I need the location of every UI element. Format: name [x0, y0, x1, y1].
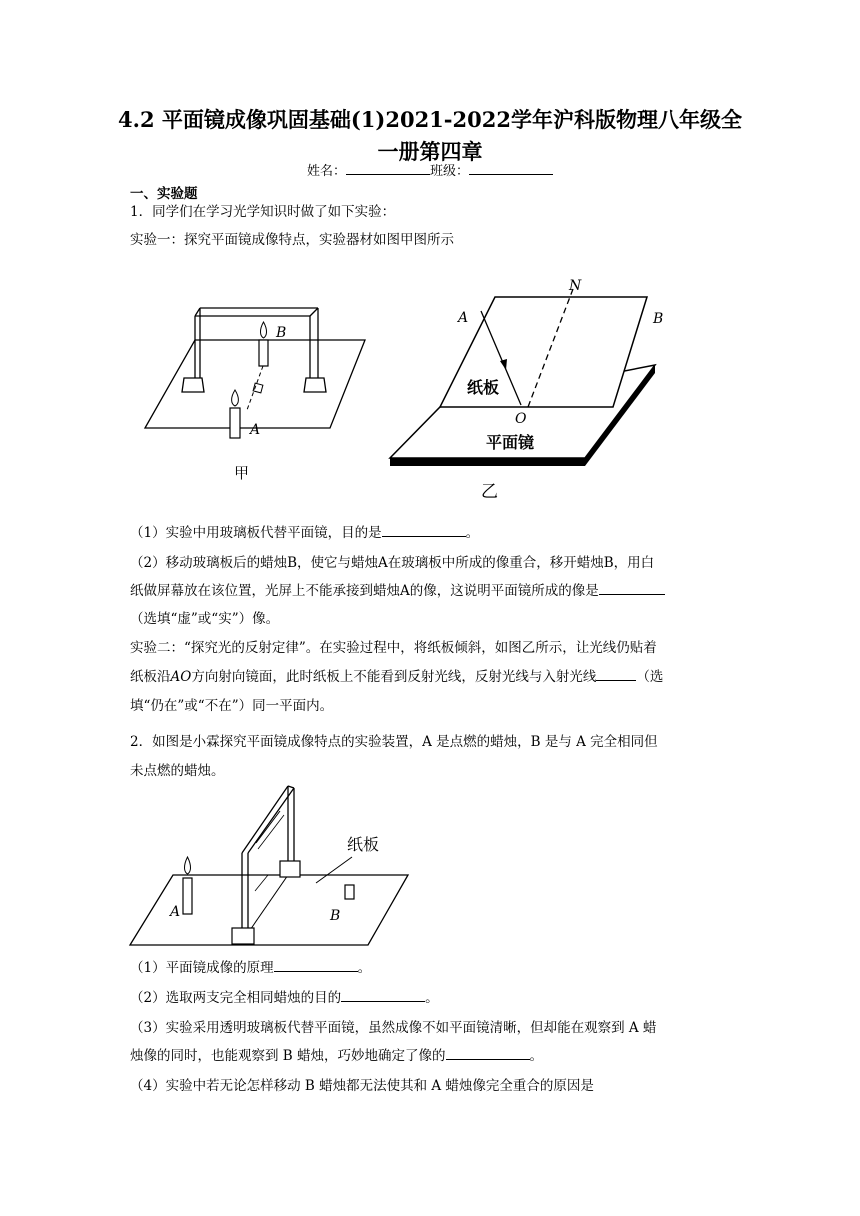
- q1-part2-line3: （选填“虚”或“实”）像。: [130, 611, 280, 627]
- q2-stand-front: [232, 928, 254, 944]
- flame-a: [232, 390, 239, 406]
- q2-part1-text: （1）平面镜成像的原理: [130, 960, 274, 976]
- q2-candle-a: [183, 878, 192, 914]
- q1-part2-blank[interactable]: [599, 580, 665, 595]
- q1-part2-line2: [130, 577, 665, 605]
- q2-line1: 2．如图是小霖探究平面镜成像特点的实验装置，A 是点燃的蜡烛，B 是与 A 完全相同但: [130, 734, 658, 750]
- q1-part1-blank[interactable]: [382, 522, 466, 537]
- q2-board-label: 纸板: [347, 835, 380, 854]
- q2-part3-line2: [130, 1042, 543, 1070]
- q1-exp2-pre: 纸板沿: [130, 669, 171, 685]
- mirror-front: [390, 458, 585, 466]
- student-info-line: [0, 160, 860, 179]
- q2-part2: [130, 984, 439, 1012]
- q2-label-a: A: [170, 904, 181, 920]
- figure-jia: [140, 280, 370, 490]
- label-b2: B: [653, 311, 664, 327]
- q1-exp2-line3: 填“仍在”或“不在”）同一平面内。: [130, 698, 334, 714]
- figure-yi: [385, 275, 685, 505]
- q1-exp2-post: 方向射向镜面，此时纸板上不能看到反射光线，反射光线与入射光线: [191, 669, 597, 685]
- q2-part1-blank[interactable]: [274, 957, 358, 972]
- q1-exp2-end: （选: [636, 669, 664, 685]
- title-line-1: 4.2 平面镜成像巩固基础(1)2021-2022学年沪科版物理八年级全: [118, 107, 742, 132]
- name-blank[interactable]: [346, 162, 430, 175]
- q1-exp2-blank[interactable]: [596, 666, 636, 681]
- q2-part3-blank[interactable]: [446, 1045, 530, 1060]
- class-blank[interactable]: [469, 162, 553, 175]
- label-n: N: [569, 278, 582, 294]
- q2-label-b: B: [330, 908, 341, 924]
- flame-b: [260, 322, 266, 338]
- label-a2: A: [458, 310, 469, 326]
- name-label: 姓名：: [306, 164, 346, 179]
- title-line-2: 一册第四章: [377, 139, 483, 164]
- mirror-label: 平面镜: [486, 433, 535, 452]
- board-label: 纸板: [467, 378, 500, 397]
- q2-flame-a: [184, 857, 190, 874]
- candle-a: [230, 408, 240, 438]
- q2-part1-end: 。: [357, 960, 372, 976]
- label-a: A: [250, 422, 261, 438]
- q2-part2-blank[interactable]: [341, 987, 425, 1002]
- figure-q2: [128, 783, 413, 953]
- q1-part1-text: （1）实验中用玻璃板代替平面镜，目的是: [130, 525, 382, 541]
- left-stand: [182, 378, 204, 392]
- label-o: O: [515, 411, 527, 427]
- q2-part2-end: 。: [425, 990, 439, 1006]
- q2-part4: （4）实验中若无论怎样移动 B 蜡烛都无法使其和 A 蜡烛像完全重合的原因是: [130, 1078, 594, 1094]
- q2-part3-end: 。: [529, 1048, 544, 1064]
- q1-intro: 1．同学们在学习光学知识时做了如下实验：: [130, 204, 396, 220]
- q2-line2: 未点燃的蜡烛。: [130, 763, 225, 779]
- q2-part2-text: （2）选取两支完全相同蜡烛的目的: [130, 990, 342, 1006]
- q2-board-pointer: [316, 857, 352, 883]
- q1-exp2-line1: 实验二：“探究光的反射定律”。在实验过程中，将纸板倾斜，如图乙所示，让光线仍贴着: [130, 640, 657, 656]
- q2-part1: [130, 954, 371, 982]
- page-title: [100, 104, 760, 168]
- section-heading: 一、实验题: [130, 186, 198, 202]
- right-stand: [304, 378, 326, 392]
- q1-exp2-ao: AO: [170, 669, 192, 685]
- q1-part2-text: 纸做屏幕放在该位置，光屏上不能承接到蜡烛A的像，这说明平面镜所成的像是: [130, 583, 599, 599]
- q1-part1-end: 。: [465, 525, 480, 541]
- candle-b: [259, 340, 268, 366]
- q1-exp2-line2: [130, 663, 663, 691]
- label-b: B: [276, 325, 287, 341]
- class-label: 班级：: [430, 164, 470, 179]
- glass-bottom-edge: [248, 875, 288, 933]
- q2-candle-b: [345, 885, 354, 899]
- caption-yi: 乙: [481, 482, 498, 502]
- q2-part3-line1: （3）实验采用透明玻璃板代替平面镜，虽然成像不如平面镜清晰，但却能在观察到 A 蜡: [130, 1020, 657, 1036]
- q2-part3-text: 烛像的同时，也能观察到 B 蜡烛，巧妙地确定了像的: [130, 1048, 446, 1064]
- q1-part1: [130, 519, 479, 547]
- q1-experiment1: 实验一：探究平面镜成像特点，实验器材如图甲图所示: [130, 232, 454, 248]
- caption-jia: 甲: [234, 464, 250, 482]
- q1-part2-line1: （2）移动玻璃板后的蜡烛B，使它与蜡烛A在玻璃板中所成的像重合，移开蜡烛B，用白: [130, 555, 655, 571]
- q2-stand-back: [280, 861, 300, 877]
